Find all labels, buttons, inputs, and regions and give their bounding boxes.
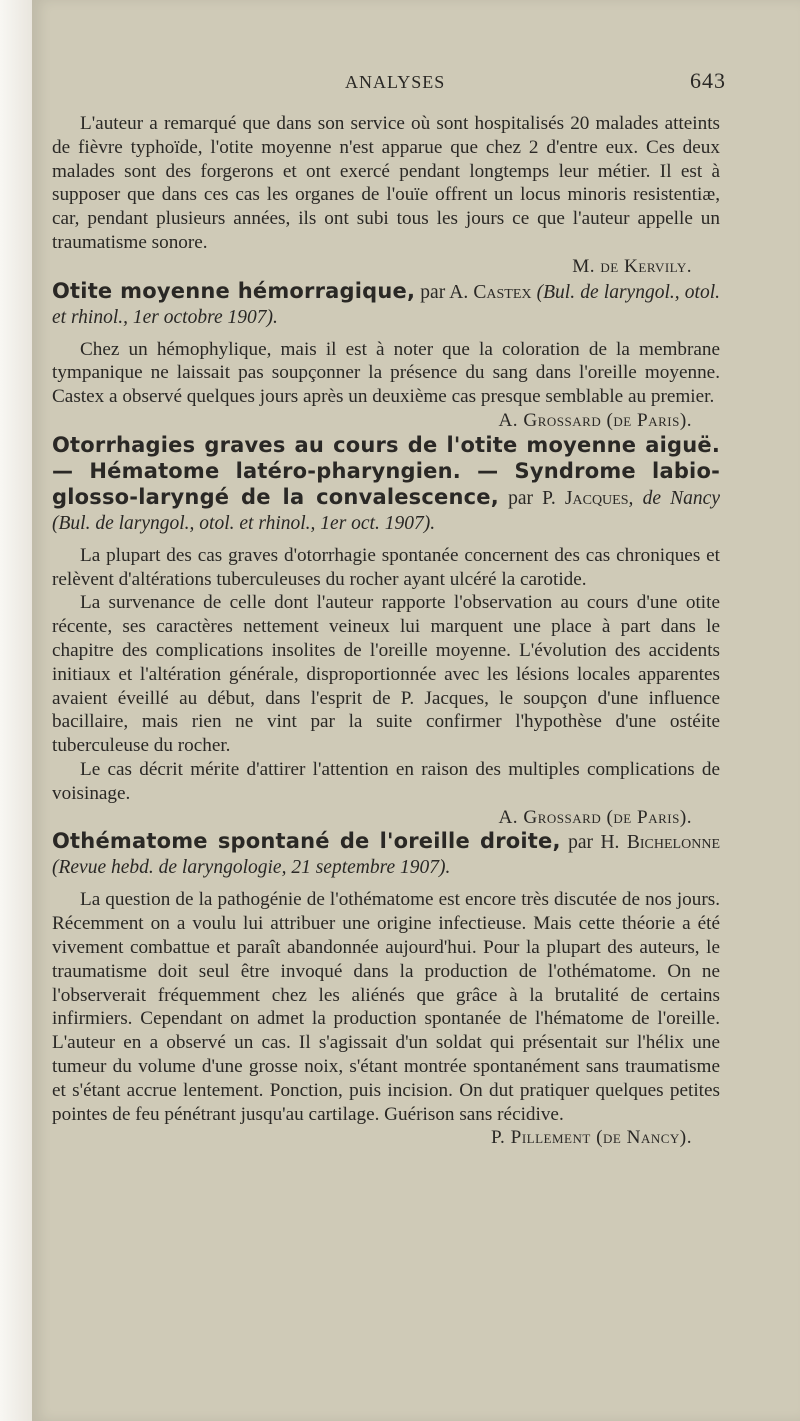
article-signature: A. Grossard (de Paris). (498, 409, 692, 431)
article-reference: (Bul. de laryngol., otol. et rhinol., 1er octobre 1907). (52, 281, 720, 328)
article-author: Bichelonne (626, 832, 720, 854)
running-header (345, 68, 726, 94)
page-margin (0, 0, 32, 1421)
article-author: Jacques (564, 487, 629, 509)
article-signature: P. Pillement (de Nancy). (491, 1127, 692, 1149)
article-paragraph: Le cas décrit mérite d'attirer l'attention en raison des multiples complications de voisinage. (52, 758, 720, 804)
intro-paragraph: L'auteur a remarqué que dans son service où sont hospitalisés 20 malades atteints de fièvre typhoïde, l'otite moyenne n'est apparue que chez 2 d'entre eux. Ces deux malades sont des forgerons et ont exercé pendant longtemps leur métier. Il est à supposer que dans ces cas les organes de l'ouïe offrent un locus minoris resistentiæ, car, pendant plusieurs années, ils ont subi tous les jours ce que l'auteur appelle un traumatisme sonore. (52, 113, 720, 253)
article-heading: Otorrhagies graves au cours de l'otite moyenne aiguë. — Hématome latéro-pharyngien. — Syndrome labio-glosso-laryngé de la convalescence, par P. Jacques, de Nancy (Bul. de laryngol., otol. et rhinol., 1er oct. 1907). (52, 432, 720, 534)
article-heading: Otite moyenne hémorragique, par A. Castex (Bul. de laryngol., otol. et rhinol., 1er octobre 1907). (52, 278, 720, 328)
article-reference: , de Nancy (Bul. de laryngol., otol. et rhinol., 1er oct. 1907). (52, 487, 720, 534)
article-paragraph: La survenance de celle dont l'auteur rapporte l'observation au cours d'une otite récente, ses caractères nettement veineux lui marquent une place à part dans le chapitre des complications insolites de l'oreille moyenne. L'évolution des accidents initiaux et l'altération générale, disproportionnée avec les lésions locales apparentes avaient éveillé au début, dans l'esprit de P. Jacques, le soupçon d'une influence bacillaire, mais rien ne vint par la suite confirmer l'hypothèse d'une ostéite tuberculeuse du rocher. (52, 592, 720, 757)
page-body (52, 112, 720, 1150)
intro-signature: M. de Kervily. (572, 255, 692, 277)
article-paragraph: La plupart des cas graves d'otorrhagie spontanée concernent des cas chroniques et relèvent d'altérations tuberculeuses du rocher ayant ulcéré la carotide. (52, 544, 720, 590)
article-heading: Othématome spontané de l'oreille droite, par H. Bichelonne (Revue hebd. de laryngologie, 21 septembre 1907). (52, 829, 720, 879)
page-number: 643 (690, 68, 726, 93)
running-title: ANALYSES (345, 72, 446, 92)
article-author: Castex (473, 281, 532, 303)
article-reference: (Revue hebd. de laryngologie, 21 septembre 1907). (52, 857, 451, 879)
article-paragraph: Chez un hémophylique, mais il est à noter que la coloration de la membrane tympanique ne laissait pas soupçonner la présence du sang dans l'oreille moyenne. Castex a observé quelques jours après un deuxième cas presque semblable au premier. (52, 338, 720, 408)
article-paragraph: La question de la pathogénie de l'othématome est encore très discutée de nos jours. Récemment on a voulu lui attribuer une origine infectieuse. Mais cette théorie a été vivement combattue et paraît abandonnée aujourd'hui. Pour la plupart des auteurs, le traumatisme doit seul être invoqué dans la production de l'othématome. On ne l'observerait fréquemment chez les aliénés que grâce à la brutalité de certains infirmiers. Cependant on admet la production spontanée de l'hématome de l'oreille. L'auteur en a observé un cas. Il s'agissait d'un soldat qui présentait sur l'hélix une tumeur du volume d'une grosse noix, s'étant montrée spontanément sans traumatisme et s'étant accrue lentement. Ponction, puis incision. On dut pratiquer quelques petites pointes de feu pénétrant jusqu'au cartilage. Guérison sans récidive. (52, 889, 720, 1125)
article-signature: A. Grossard (de Paris). (498, 806, 692, 828)
